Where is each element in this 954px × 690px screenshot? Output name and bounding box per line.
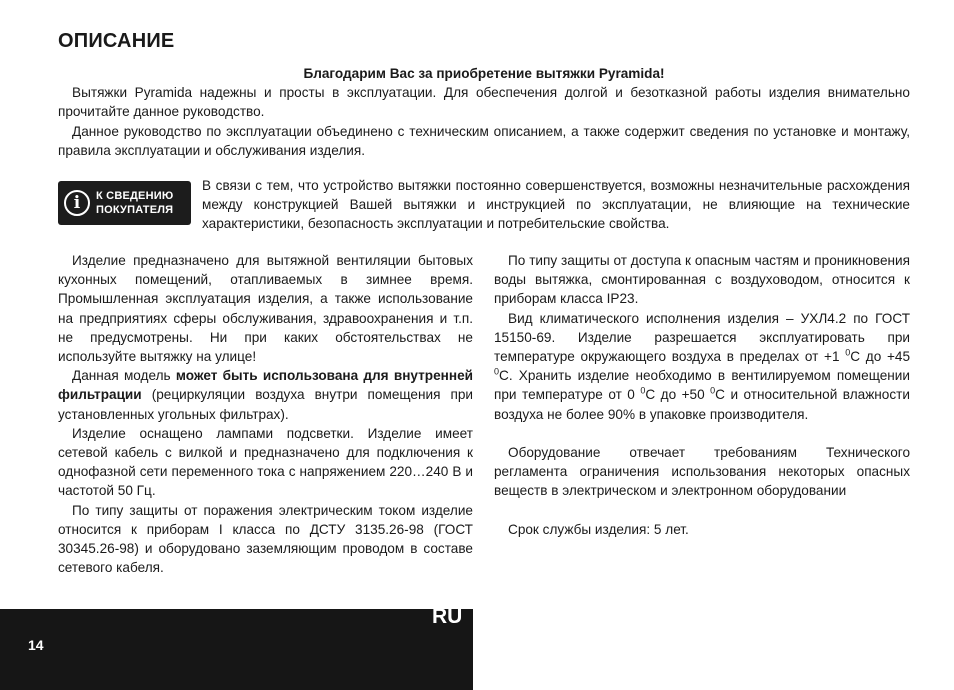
right-column [494, 251, 910, 539]
info-icon: i [64, 190, 90, 216]
left-paragraph-4: По типу защиты от поражения электрическим током изделие относится к приборам I класса по ДСТУ 3135.26-98 (ГОСТ 30345.26-98) и оборудовано заземляющим проводом в составе сетевого кабеля. [58, 502, 473, 576]
degree-mark: 0 [640, 385, 646, 396]
climate-text-1: Вид климатического исполнения изделия – УХЛ4.2 по ГОСТ 15150-69. Изделие разрешается эксплуатировать при температуре окружающего воздуха в пределах от +1 [494, 310, 910, 365]
footer-bar [0, 609, 473, 690]
page-number: 14 [28, 637, 44, 653]
spacer [494, 501, 910, 520]
intro-heading: Благодарим Вас за приобретение вытяжки Pyramida! [303, 66, 665, 81]
spacer [494, 424, 910, 443]
climate-text-3: С. Хранить изделие необходимо в вентилируемом помещении при температуре от 0 [494, 368, 910, 403]
climate-text-5: С и относительной влажности воздуха не более 90% в упаковке производителя. [494, 387, 910, 422]
left-paragraph-3: Изделие оснащено лампами подсветки. Изделие имеет сетевой кабель с вилкой и предназначено для подключения к однофазной сети переменного тока с напряжением 220…240 В и частотой 50 Гц. [58, 425, 473, 499]
right-paragraph-4: Срок службы изделия: 5 лет. [508, 521, 689, 537]
intro-paragraph-1: Вытяжки Pyramida надежны и просты в эксплуатации. Для обеспечения долгой и безотказной работы изделия внимательно прочитайте данное руководство. [58, 85, 910, 120]
climate-text-2: С до +45 [850, 349, 910, 365]
buyer-notice-text: В связи с тем, что устройство вытяжки постоянно совершенствуется, возможны незначительные расхождения между конструкцией Вашей вытяжки и инструкцией по эксплуатации, не влияющие на технические характеристики, безопасность эксплуатации и потребительские свойства. [202, 178, 910, 232]
buyer-notice-label-line-2: ПОКУПАТЕЛЯ [96, 204, 174, 216]
climate-text-4: С до +50 [645, 387, 711, 403]
buyer-notice-label [96, 189, 173, 217]
buyer-notice-badge [58, 181, 191, 225]
right-paragraph-2 [494, 309, 910, 424]
degree-mark: 0 [710, 385, 716, 396]
intro-paragraph-2: Данное руководство по эксплуатации объединено с техническим описанием, а также содержит сведения по установке и монтажу, правила эксплуатации и обслуживания изделия. [58, 123, 910, 158]
left-paragraph-2 [58, 366, 473, 424]
buyer-notice-label-line-1: К СВЕДЕНИЮ [96, 190, 174, 202]
intro-section [58, 64, 910, 160]
left-paragraph-2-start: Данная модель [72, 368, 176, 384]
language-label: RU [432, 605, 463, 628]
page-title: ОПИСАНИЕ [58, 30, 175, 52]
left-paragraph-2-end: (рециркуляции воздуха внутри помещения при установленных угольных фильтрах). [58, 387, 473, 422]
degree-mark: 0 [845, 347, 851, 358]
right-paragraph-1: По типу защиты от доступа к опасным частям и проникновения воды вытяжка, смонтированная с воздуховодом, относится к приборам класса IP23. [494, 253, 910, 307]
right-paragraph-3: Оборудование отвечает требованиям Технического регламента ограничения использования некоторых опасных веществ в электрическом и электронном оборудовании [494, 445, 910, 499]
left-column [58, 251, 473, 577]
left-paragraph-2-bold: может быть использована для внутренней фильтрации [58, 368, 474, 403]
degree-mark: 0 [494, 366, 500, 377]
left-paragraph-1: Изделие предназначено для вытяжной вентиляции бытовых кухонных помещений, отапливаемых в зимнее время. Промышленная эксплуатация изделия, а также использование на предприятиях сферы обслуживания, здравоохранения и т.п. не предусмотрены. Ни при каких обстоятельствах не используйте вытяжку на улице! [58, 253, 473, 365]
